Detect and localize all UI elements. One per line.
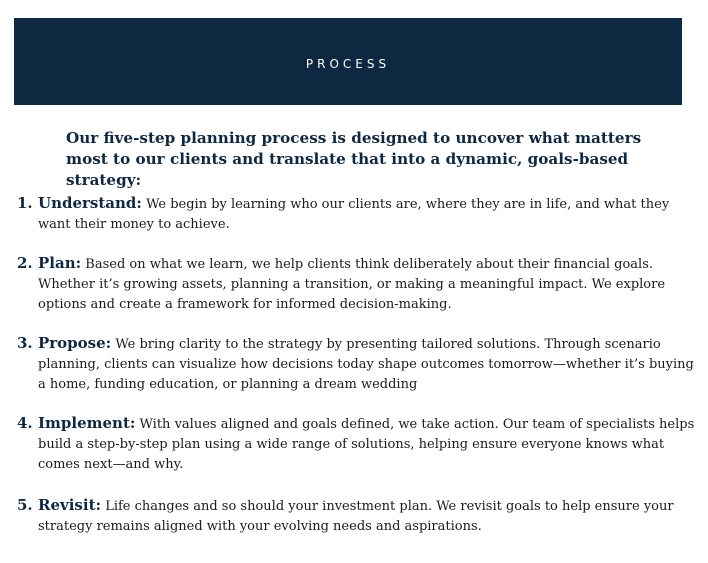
step-body: Life changes and so should your investment plan. We revisit goals to help ensure your strategy remains aligned with your evolving needs and aspirations. — [38, 499, 674, 534]
step-revisit — [14, 495, 704, 535]
section-header-banner — [14, 18, 682, 105]
intro-statement: Our five-step planning process is designed to uncover what matters most to our clients and translate that into a dynamic, goals-based strategy: — [66, 129, 642, 189]
step-number: 5. — [17, 496, 33, 514]
step-title: Implement: — [38, 414, 136, 432]
step-title: Revisit: — [38, 496, 102, 514]
step-title: Propose: — [38, 334, 112, 352]
step-implement — [14, 413, 704, 495]
step-body: Based on what we learn, we help clients think deliberately about their financial goals. Whether it’s growing assets, planning a transition, or making a meaningful impact. We explore options and create a framework for informed decision-making. — [38, 257, 666, 312]
step-body: We bring clarity to the strategy by presenting tailored solutions. Through scenario planning, clients can visualize how decisions today shape outcomes tomorrow—whether it’s buying a home, funding education, or planning a dream wedding — [38, 337, 694, 392]
step-body: We begin by learning who our clients are, where they are in life, and what they want their money to achieve. — [38, 197, 670, 232]
step-number: 2. — [17, 254, 33, 272]
step-body: With values aligned and goals defined, we take action. Our team of specialists helps build a step-by-step plan using a wide range of solutions, helping ensure everyone knows what comes next—and why. — [38, 417, 695, 472]
step-plan — [14, 253, 704, 333]
step-number: 4. — [17, 414, 33, 432]
step-understand — [14, 193, 704, 253]
step-propose — [14, 333, 704, 413]
step-title: Plan: — [38, 254, 82, 272]
step-title: Understand: — [38, 194, 142, 212]
process-steps-list — [14, 193, 704, 535]
step-number: 3. — [17, 334, 33, 352]
section-title: process — [305, 52, 391, 73]
step-number: 1. — [17, 194, 33, 212]
